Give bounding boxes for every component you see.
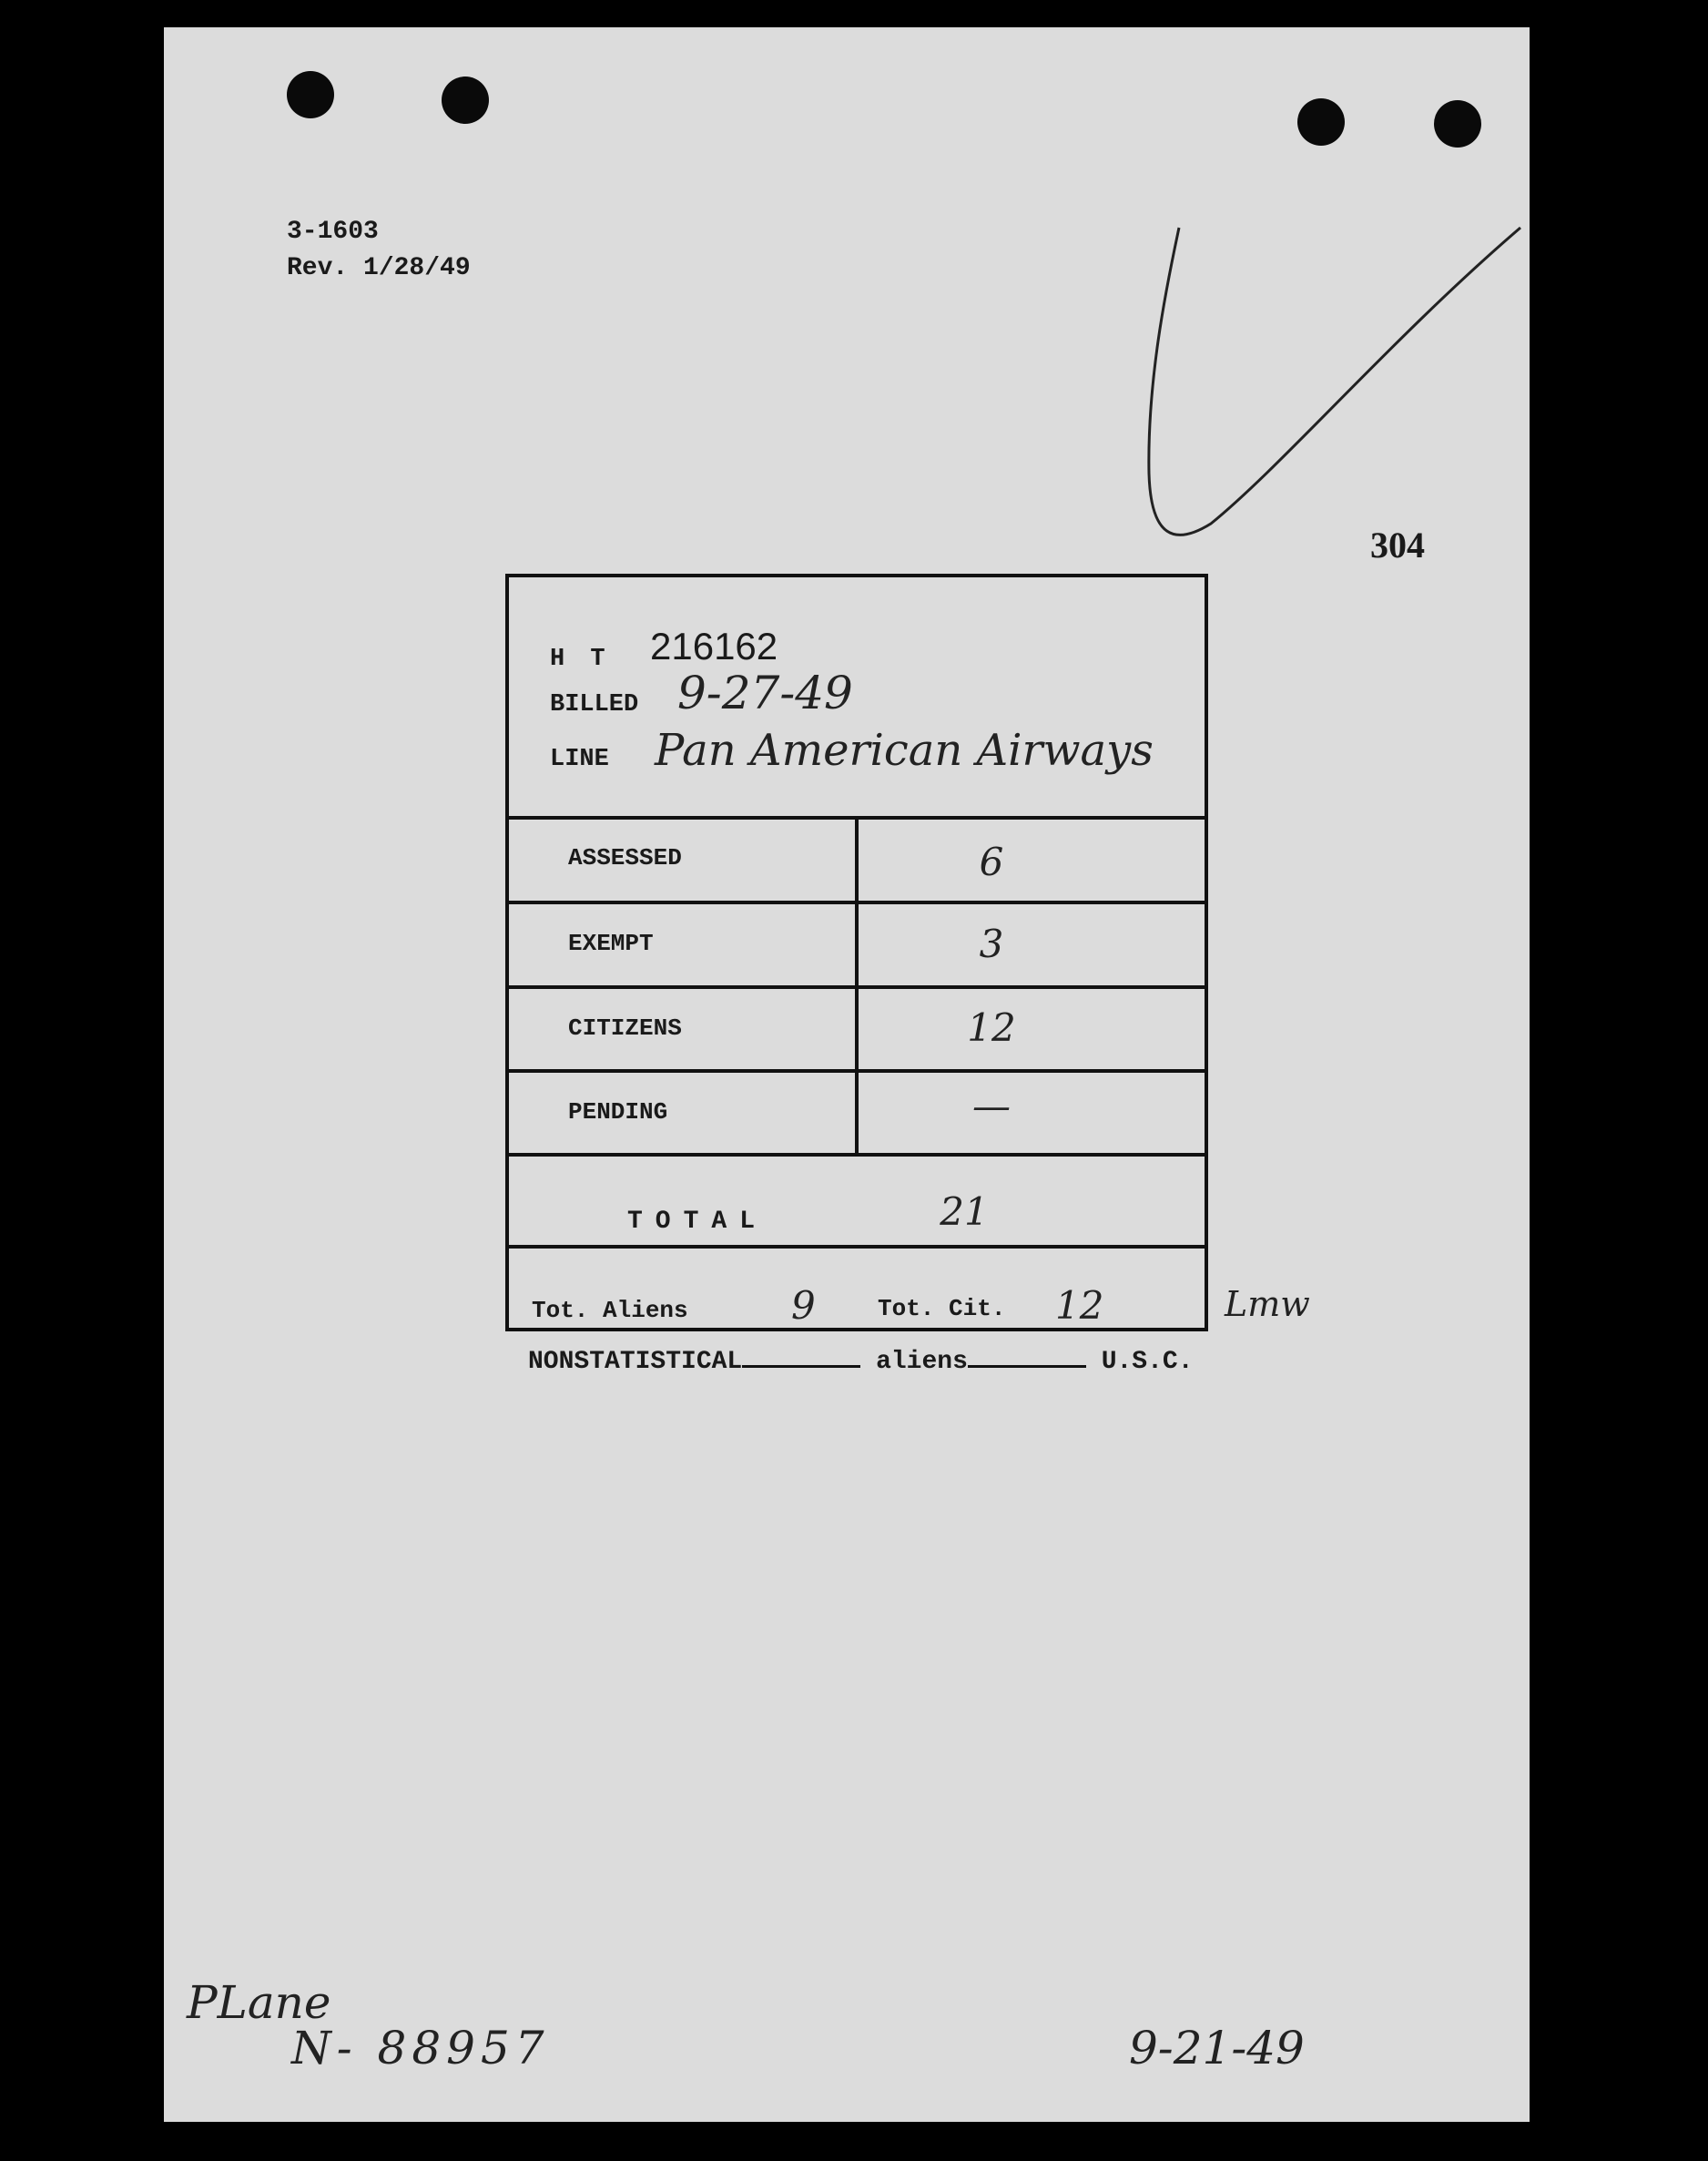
total-aliens-label: Tot. Aliens bbox=[532, 1297, 688, 1324]
total-aliens-value: 9 bbox=[791, 1283, 816, 1328]
nonstatistical-usc-blank bbox=[968, 1345, 1086, 1368]
nonstatistical-aliens-blank bbox=[742, 1345, 860, 1368]
nonstatistical-line bbox=[528, 1345, 1194, 1376]
row-value-citizens: 12 bbox=[967, 1005, 1016, 1050]
row-value-pending: — bbox=[972, 1084, 1011, 1128]
nonstatistical-usc-label: U.S.C. bbox=[1101, 1348, 1194, 1376]
check-mark-icon bbox=[1093, 200, 1530, 583]
document-page bbox=[164, 27, 1530, 2122]
total-citizens-label: Tot. Cit. bbox=[878, 1295, 1006, 1322]
line-label: LINE bbox=[550, 746, 609, 773]
row-value-assessed: 6 bbox=[979, 840, 1004, 884]
head-tax-form-box bbox=[505, 574, 1208, 1331]
form-code-block bbox=[287, 214, 471, 287]
plane-label: PLane bbox=[187, 1976, 331, 2029]
total-label: TOTAL bbox=[627, 1208, 768, 1236]
page-number: 304 bbox=[1370, 525, 1425, 566]
billed-label: BILLED bbox=[550, 691, 639, 719]
nonstatistical-label: NONSTATISTICAL bbox=[528, 1348, 743, 1376]
form-code: 3-1603 bbox=[287, 218, 379, 246]
row-label-exempt: EXEMPT bbox=[568, 930, 654, 957]
ht-number: 216162 bbox=[650, 625, 778, 668]
row-label-citizens: CITIZENS bbox=[568, 1014, 682, 1042]
divider bbox=[509, 1245, 1205, 1249]
airline-name: Pan American Airways bbox=[655, 725, 1154, 776]
punch-hole bbox=[1297, 98, 1345, 146]
punch-hole bbox=[1434, 100, 1481, 148]
total-citizens-value: 12 bbox=[1055, 1283, 1104, 1328]
punch-hole bbox=[442, 76, 489, 124]
initials: Lmw bbox=[1225, 1284, 1310, 1324]
row-value-exempt: 3 bbox=[979, 922, 1004, 966]
row-label-assessed: ASSESSED bbox=[568, 844, 682, 872]
ht-label: H T bbox=[550, 646, 611, 673]
row-label-pending: PENDING bbox=[568, 1098, 668, 1126]
column-divider bbox=[855, 816, 859, 1157]
total-value: 21 bbox=[940, 1189, 989, 1234]
form-revision: Rev. 1/28/49 bbox=[287, 254, 471, 282]
punch-hole bbox=[287, 71, 334, 118]
billed-date: 9-27-49 bbox=[677, 667, 853, 719]
plane-number: N- 88957 bbox=[291, 2022, 550, 2074]
annotation-date: 9-21-49 bbox=[1129, 2022, 1305, 2074]
nonstatistical-aliens-label: aliens bbox=[876, 1348, 968, 1376]
